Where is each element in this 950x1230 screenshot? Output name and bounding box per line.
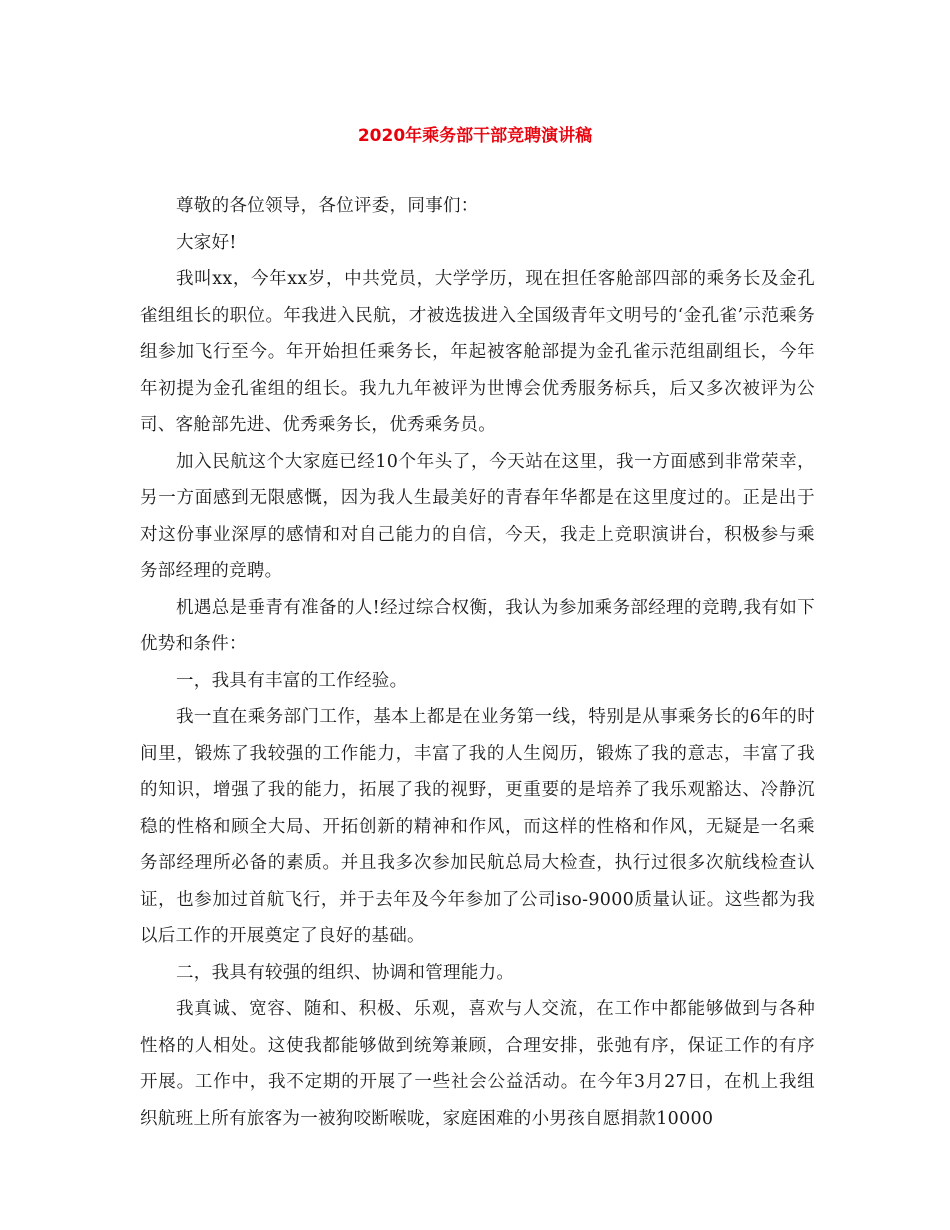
paragraph-experience: 我一直在乘务部门工作，基本上都是在业务第一线，特别是从事乘务长的6年的时间里，锻炼了我较强的工作能力，丰富了我的人生阅历，锻炼了我的意志，丰富了我的知识，增强了我的能力，拓展了我的视野，更重要的是培养了我乐观豁达、冷静沉稳的性格和顾全大局、开拓创新的精神和作风，而这样的性格和作风，无疑是一名乘务部经理所必备的素质。并且我多次参加民航总局大检查，执行过很多次航线检查认证，也参加过首航飞行，并于去年及今年参加了公司iso-9000质量认证。这些都为我以后工作的开展奠定了良好的基础。 bbox=[140, 707, 815, 946]
paragraph-heading-experience: 一，我具有丰富的工作经验。 bbox=[176, 670, 408, 691]
paragraph-conditions-intro: 机遇总是垂青有准备的人!经过综合权衡，我认为参加乘务部经理的竞聘,我有如下优势和条件： bbox=[140, 597, 815, 654]
paragraph-heading-organization: 二，我具有较强的组织、协调和管理能力。 bbox=[176, 962, 515, 983]
paragraph-salutation: 尊敬的各位领导，各位评委，同事们： bbox=[176, 196, 479, 216]
paragraph-introduction: 我叫xx，今年xx岁，中共党员，大学学历，现在担任客舱部四部的乘务长及金孔雀组组长的职位。年我进入民航，才被选拔进入全国级青年文明号的‘金孔雀’示范乘务组参加飞行至今。年开始担任乘务长，年起被客舱部提为金孔雀示范组副组长，今年年初提为金孔雀组的组长。我九九年被评为世博会优秀服务标兵，后又多次被评为公司、客舱部先进、优秀乘务长，优秀乘务员。 bbox=[140, 269, 815, 435]
paragraph-organization: 我真诚、宽容、随和、积极、乐观，喜欢与人交流，在工作中都能够做到与各种性格的人相处。这使我都能够做到统筹兼顾，合理安排，张弛有序，保证工作的有序开展。工作中，我不定期的开展了一些社会公益活动。在今年3月27日，在机上我组织航班上所有旅客为一被狗咬断喉咙，家庭困难的小男孩自愿捐款10000 bbox=[140, 999, 815, 1129]
document-title: 2020年乘务部干部竞聘演讲稿 bbox=[357, 126, 593, 146]
paragraph-motivation: 加入民航这个大家庭已经10个年头了，今天站在这里，我一方面感到非常荣幸，另一方面感到无限感慨，因为我人生最美好的青春年华都是在这里度过的。正是出于对这份事业深厚的感情和对自己能力的自信，今天，我走上竞职演讲台，积极参与乘务部经理的竞聘。 bbox=[140, 451, 815, 581]
document-body bbox=[140, 188, 815, 1137]
paragraph-greeting: 大家好! bbox=[176, 232, 237, 253]
